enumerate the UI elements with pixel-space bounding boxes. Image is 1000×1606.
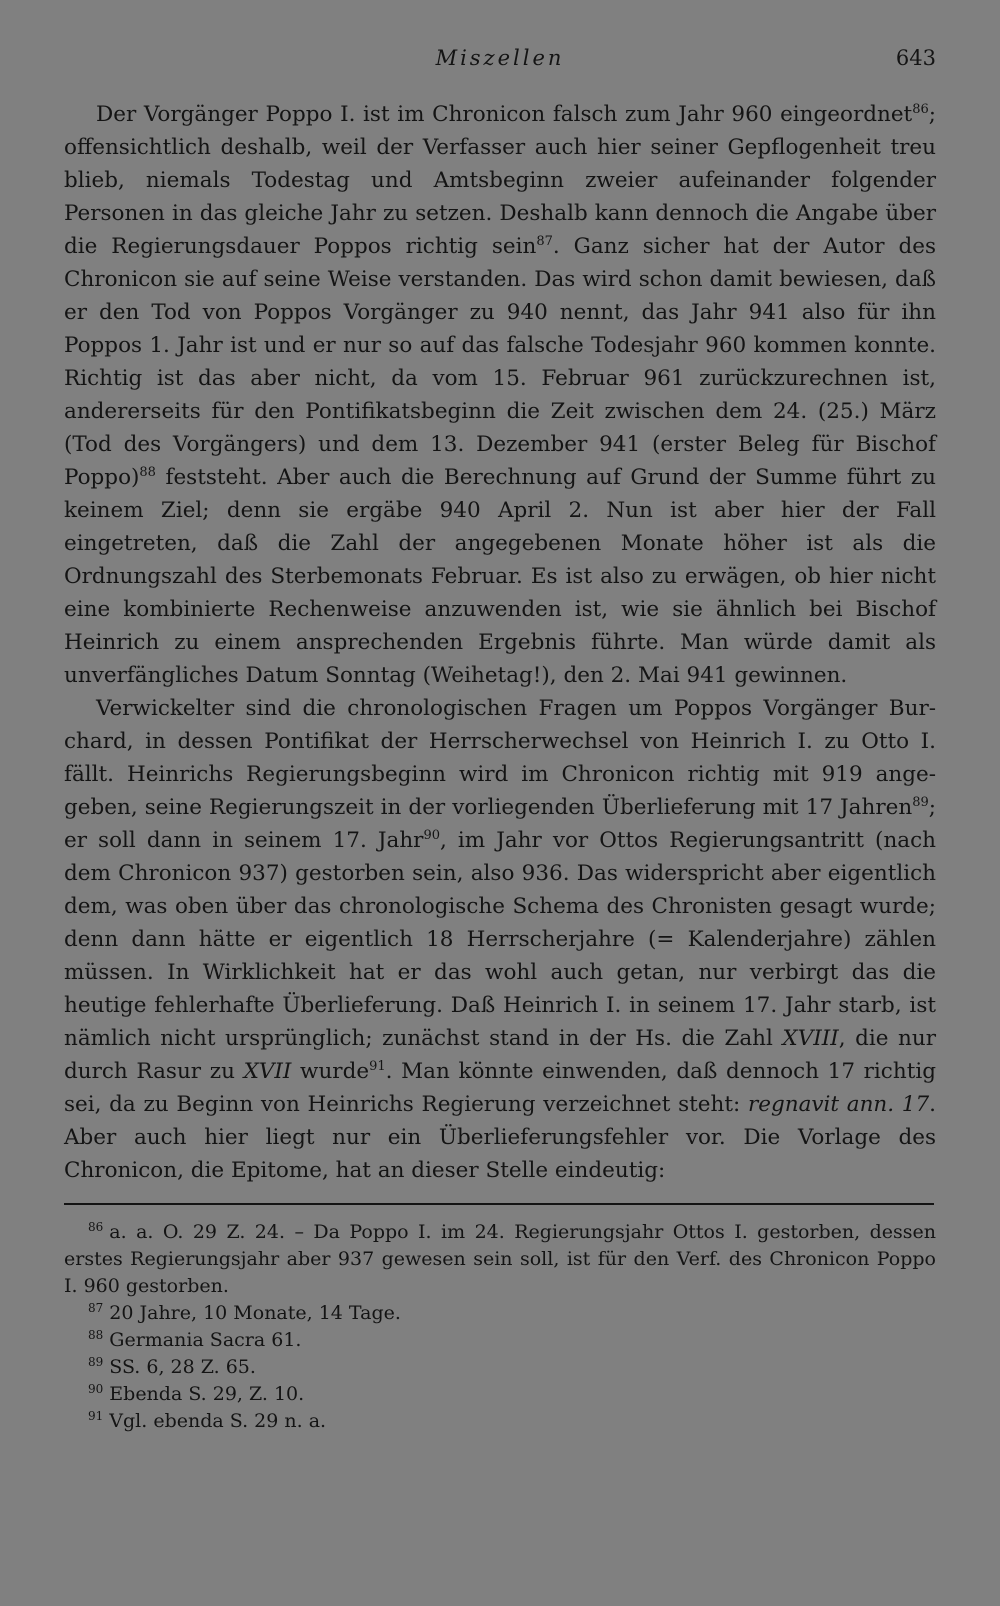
text-segment: feststeht. Aber auch die Berechnung auf Grund der Summe führt zu keinem Ziel; denn sie ergäbe 940 April 2. Nun ist aber hier der Fall eingetreten, daß die Zahl der angegebenen Monate höher ist als die Ordnungszahl des Sterbemonats Februar. Es ist also zu erwägen, ob hier nicht eine kombinierte Rechenweise anzuwenden ist, wie sie ähnlich bei Bischof Heinrich zu einem ansprechenden Ergebnis führte. Man würde damit als unverfängliches Datum Sonntag (Weihetag!), den 2. Mai 941 gewinnen.	[64, 465, 936, 688]
footnote-number: 90	[88, 1382, 104, 1396]
running-title: Miszellen	[435, 46, 565, 70]
italic-text: regnavit ann. 17	[747, 1092, 930, 1117]
footnote	[64, 1354, 936, 1381]
footnote	[64, 1327, 936, 1354]
text-segment: , im Jahr vor Ottos Regierungsantritt (nach dem Chronicon 937) gestorben sein, also 936. Das widerspricht aber eigentlich dem, was oben über das chronologische Schema des Chronisten gesagt wurde; denn dann hätte er eigentlich 18 Herrscherjahre (= Kalenderjahre) zählen müssen. In Wirklichkeit hat er das wohl auch getan, nur verbirgt das die heutige fehlerhafte Überlieferung. Daß Heinrich I. in seinem 17. Jahr starb, ist nämlich nicht ursprünglich; zunächst stand in der Hs. die Zahl	[64, 828, 936, 1051]
text-segment: . Aber auch hier liegt nur ein Überlieferungsfehler vor. Die Vorlage des Chronicon, die Epitome, hat an dieser Stelle eindeutig:	[64, 1092, 937, 1183]
footnote-number: 89	[88, 1355, 104, 1369]
footnote	[64, 1219, 936, 1300]
text-segment: . Ganz sicher hat der Autor des Chronicon sie auf seine Weise verstanden. Das wird schon damit bewiesen, daß er den Tod von Poppos Vorgänger zu 940 nennt, das Jahr 941 also für ihn Poppos 1. Jahr ist und er nur so auf das falsche Todesjahr 960 kommen konnte. Richtig ist das aber nicht, da vom 15. Februar 961 zurückzurechnen ist, andererseits für den Pontifikatsbeginn die Zeit zwischen dem 24. (25.) März (Tod des Vorgängers) und dem 13. Dezember 941 (erster Beleg für Bischof Poppo)	[64, 234, 936, 490]
paragraph	[64, 98, 936, 692]
footnote-text: Vgl. ebenda S. 29 n. a.	[109, 1410, 327, 1432]
footnote	[64, 1300, 936, 1327]
text-segment: wurde	[291, 1059, 370, 1084]
page-number: 643	[895, 46, 936, 70]
text-segment: . Man könnte einwenden, daß dennoch 17 richtig sei, da zu Beginn von Heinrichs Regierung verzeichnet steht:	[64, 1059, 936, 1117]
running-head	[64, 40, 936, 80]
italic-text: XVIII	[782, 1026, 839, 1051]
footnote-text: Germania Sacra 61.	[109, 1329, 302, 1351]
paragraph	[64, 692, 936, 1187]
page	[64, 40, 936, 1435]
text-segment: Verwickelter sind die chronologischen Fragen um Poppos Vorgänger Burchard, in dessen Pontifikat der Herrscherwechsel von Heinrich I. zu Otto I. fällt. Heinrichs Regierungsbeginn wird im Chronicon richtig mit 919 angegeben, seine Regierungszeit in der vorliegenden Überlieferung mit 17 Jahren	[64, 696, 936, 820]
footnote-number: 91	[88, 1409, 104, 1423]
footnote-reference: 87	[536, 234, 553, 249]
footnote-rule	[64, 1203, 934, 1205]
footnote-text: Ebenda S. 29, Z. 10.	[109, 1383, 305, 1405]
text-segment: ; er soll dann in seinem 17. Jahr	[64, 795, 936, 853]
footnotes	[64, 1219, 936, 1435]
italic-text: XVII	[243, 1059, 292, 1084]
footnote-reference: 91	[369, 1059, 386, 1074]
footnote-text: SS. 6, 28 Z. 65.	[109, 1356, 256, 1378]
footnote-reference: 89	[912, 795, 929, 810]
footnote-number: 86	[88, 1220, 104, 1234]
body-text	[64, 98, 936, 1187]
footnote	[64, 1408, 936, 1435]
footnote-reference: 86	[912, 102, 929, 117]
footnote-number: 88	[88, 1328, 104, 1342]
footnote-number: 87	[88, 1301, 104, 1315]
footnote-text: a. a. O. 29 Z. 24. – Da Poppo I. im 24. Regierungsjahr Ottos I. gestorben, dessen erstes Regierungsjahr aber 937 gewesen sein soll, ist für den Verf. des Chronicon Poppo I. 960 gestorben.	[64, 1221, 936, 1297]
footnote-reference: 88	[139, 465, 156, 480]
text-segment: Der Vorgänger Poppo I. ist im Chronicon falsch zum Jahr 960 eingeordnet	[96, 102, 913, 127]
footnote-text: 20 Jahre, 10 Monate, 14 Tage.	[109, 1302, 401, 1324]
text-segment: , die nur durch Rasur zu	[64, 1026, 936, 1084]
footnote	[64, 1381, 936, 1408]
text-segment: ; offensichtlich deshalb, weil der Verfasser auch hier seiner Gepflogenheit treu blieb, niemals Todestag und Amtsbeginn zweier aufeinander folgender Personen in das gleiche Jahr zu setzen. Deshalb kann dennoch die Angabe über die Regierungsdauer Poppos richtig sein	[64, 102, 936, 259]
footnote-reference: 90	[423, 828, 440, 843]
